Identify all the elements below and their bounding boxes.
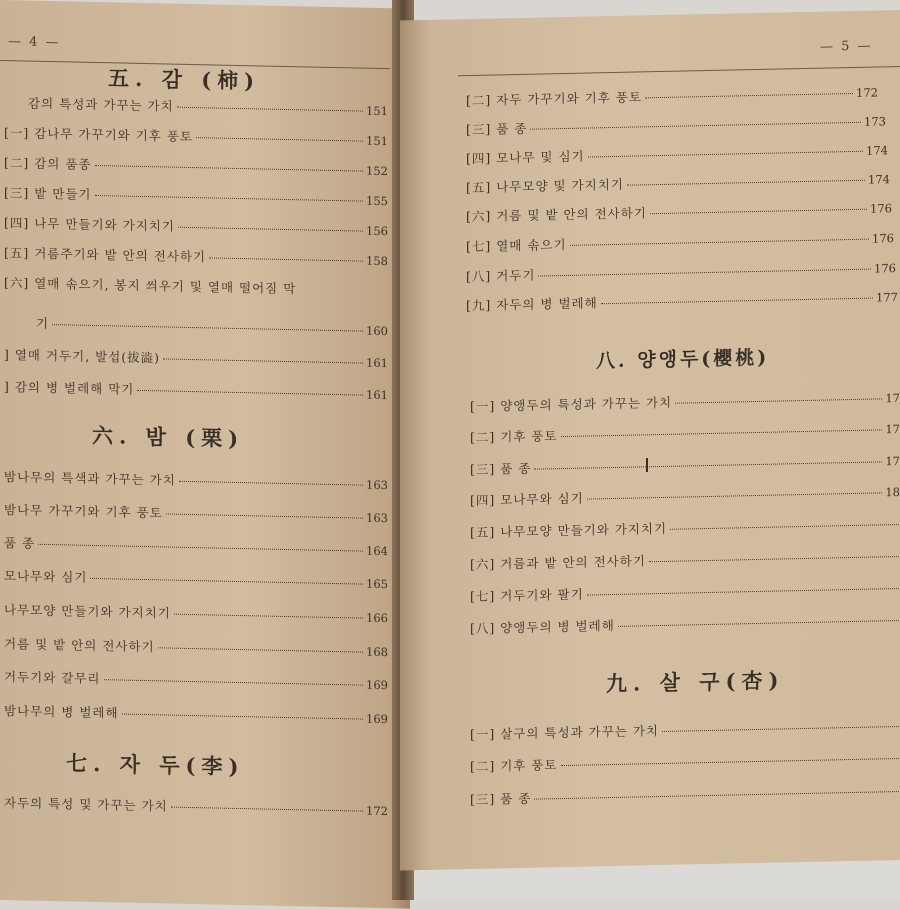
toc-entry: [四] 모나무와 심기 18 [470,485,900,509]
section-heading: 六. 밤 (栗) [92,422,245,452]
page-number: — 4 — [8,34,61,51]
toc-entry: ] 열매 거두기, 발섭(拔澁) 161 [4,347,388,371]
section-heading: 九. 살 구(杏) [606,667,785,697]
section-heading: 五. 감 (柿) [108,65,261,94]
toc-entry: 자두의 특성 및 가꾸는 가치 172 [4,795,388,819]
toc-entry: [三] 품 종 173 [466,114,886,138]
toc-entry: [五] 나무모양 및 가지치기 174 [466,172,890,196]
toc-entry: [三] 품 종 17 [470,454,900,478]
toc-entry: [四] 모나무 및 심기 174 [466,143,888,167]
toc-entry: 거두기와 갈무리 169 [4,669,388,693]
toc-entry: 기 160 [36,315,388,339]
toc-entry: [二] 감의 품종 152 [4,155,388,179]
right-page [400,10,900,870]
toc-entry: [五] 거름주기와 밭 안의 전사하기 158 [4,245,388,269]
toc-entry: [六] 거름 및 밭 안의 전사하기 176 [466,201,892,225]
toc-entry: [四] 나무 만들기와 가지치기 156 [4,215,388,239]
toc-entry: [一] 양앵두의 특성과 가꾸는 가치 17 [470,391,900,415]
toc-entry: [二] 기후 풍토 [470,748,900,775]
toc-entry: 밤나무 가꾸기와 기후 풍토 163 [4,502,388,526]
left-page [0,0,410,909]
toc-entry: [七] 열매 솎으기 176 [466,231,894,255]
toc-entry: 거름 및 밭 안의 전사하기 168 [4,636,388,660]
toc-entry: 나무모양 만들기와 가지치기 166 [4,602,388,626]
toc-entry: [二] 기후 풍토 17 [470,422,900,446]
section-heading: 八. 양앵두(櫻桃) [596,346,770,373]
pencil-mark [646,458,648,472]
toc-entry: [六] 거름과 밭 안의 전사하기 [470,546,900,573]
toc-entry: [三] 밭 만들기 155 [4,185,388,209]
toc-entry: 감의 특성과 가꾸는 가치 151 [28,95,388,119]
toc-entry: ] 감의 병 벌레해 막기 161 [4,379,388,403]
toc-entry: [三] 품 종 [470,781,900,808]
toc-entry: [五] 나무모양 만들기와 가지치기 [470,514,900,541]
toc-entry: [六] 열매 솎으기, 봉지 씌우기 및 열매 떨어짐 막 [4,275,297,297]
toc-entry: [二] 자두 가꾸기와 기후 풍토 172 [466,85,878,109]
toc-entry: [八] 양앵두의 병 벌레해 [470,610,900,637]
toc-entry: [一] 살구의 특성과 가꾸는 가치 [470,716,900,743]
toc-entry: [九] 자두의 병 벌레해 177 [466,290,898,314]
header-rule [458,66,900,76]
toc-entry: 품 종 164 [4,535,388,559]
toc-entry: [一] 감나무 가꾸기와 기후 풍토 151 [4,125,388,149]
section-heading: 七. 자 두(李) [66,750,245,780]
page-number: — 5 — [820,38,873,55]
toc-entry: 밤나무의 병 벌레해 169 [4,703,388,727]
toc-entry: 모나무와 심기 165 [4,568,388,592]
toc-entry: 밤나무의 특색과 가꾸는 가치 163 [4,469,388,493]
toc-entry: [八] 거두기 176 [466,261,896,285]
toc-entry: [七] 거두기와 팔기 [470,578,900,605]
